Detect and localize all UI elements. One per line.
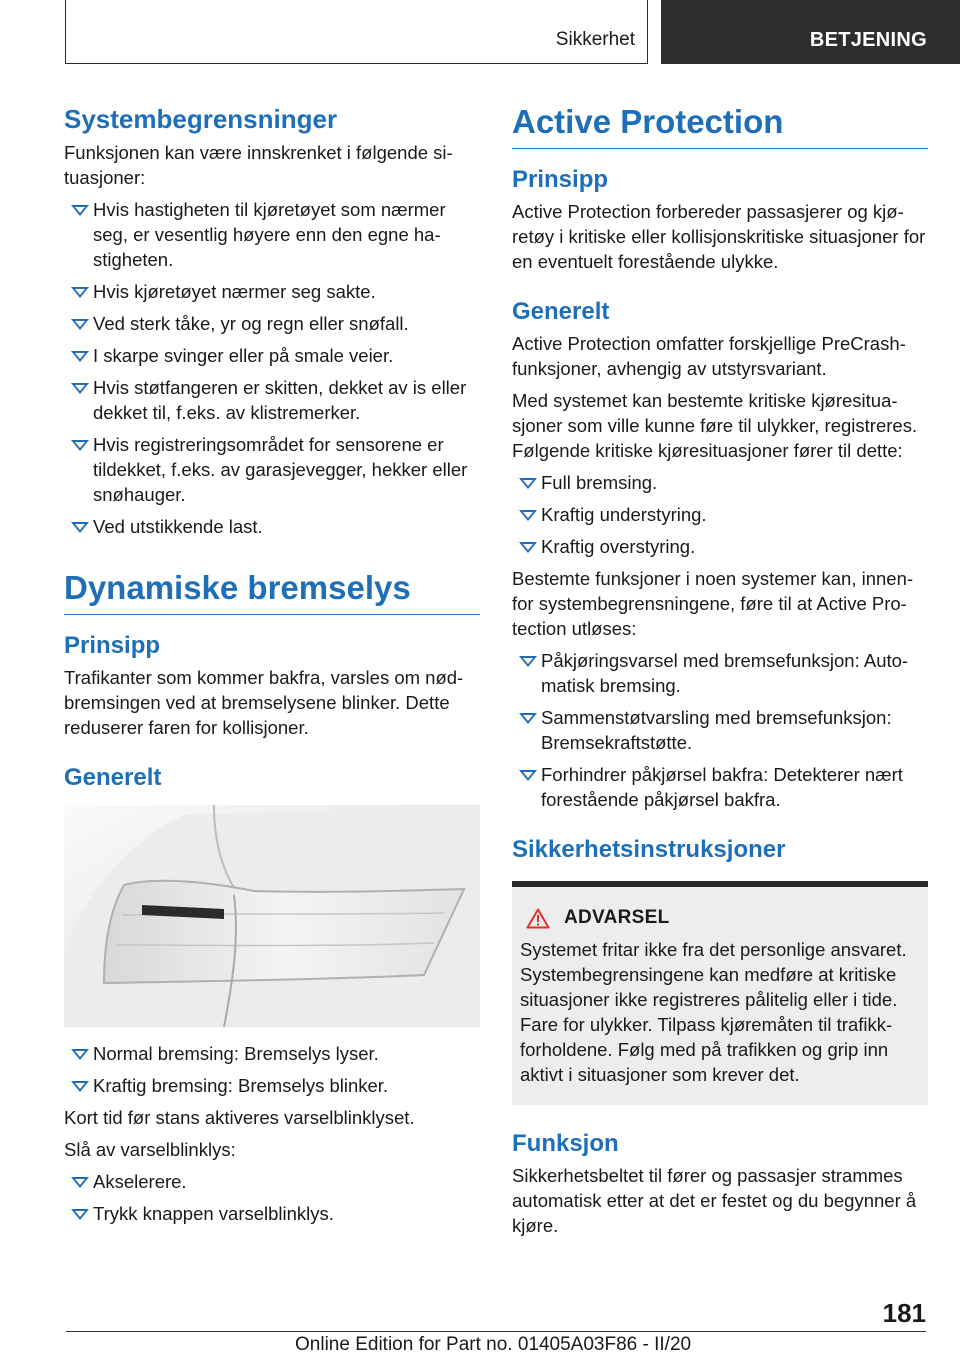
bullet-triangle-icon — [71, 1177, 89, 1188]
bullet-triangle-icon — [71, 205, 89, 216]
heading-dynamiske-bremselys: Dynamiske bremselys — [64, 569, 411, 606]
warning-triangle-icon — [526, 908, 550, 929]
header-section-box — [65, 0, 648, 64]
bullet-triangle-icon — [71, 1049, 89, 1060]
list-item: Normal bremsing: Bremselys lyser. — [64, 1041, 480, 1066]
prinsipp-text: Active Protection forbereder passasjerer og kjø‐ retøy i kritiske eller kollisjonskritiske situasjoner for en eventuelt forestående ulykke. — [512, 201, 926, 272]
section-active-protection — [512, 100, 928, 149]
heading-systembegrensninger: Systembegrensninger — [64, 104, 338, 134]
off-list — [64, 1169, 480, 1226]
warning-label: ADVARSEL — [564, 907, 670, 928]
header-section-title: Sikkerhet — [555, 29, 635, 50]
bullet-triangle-icon — [71, 1209, 89, 1220]
brake-light-illustration — [64, 805, 480, 1027]
heading-funksjon: Funksjon — [512, 1130, 619, 1157]
list-item: Sammenstøtvarsling med bremsefunksjon: Bremsekraftstøtte. — [512, 705, 928, 755]
bullet-triangle-icon — [71, 319, 89, 330]
prinsipp-text: Trafikanter som kommer bakfra, varsles om nød‐ bremsingen ved at bremselysene blinker. Dette reduserer faren for kollisjoner. — [64, 667, 464, 738]
list-item: Trykk knappen varselblinklys. — [64, 1201, 480, 1226]
list-item: Akselerere. — [64, 1169, 480, 1194]
list-item: I skarpe svinger eller på smale veier. — [64, 343, 480, 368]
list-item: Ved sterk tåke, yr og regn eller snøfall. — [64, 311, 480, 336]
heading-prinsipp: Prinsipp — [64, 632, 161, 659]
functions-list — [512, 648, 928, 812]
list-item: Kraftig understyring. — [512, 502, 928, 527]
right-column — [512, 100, 928, 1245]
generelt-paragraph-2: Med systemet kan bestemte kritiske kjøresitua‐ sjoner som ville kunne føre til ulykker, registreres. Følgende kritiske kjøresituasjoner fører til dette: — [512, 390, 918, 461]
kort-text: Kort tid før stans aktiveres varselblinklyset. — [64, 1107, 415, 1128]
list-item: Kraftig overstyring. — [512, 534, 928, 559]
page-number: 181 — [882, 1298, 926, 1328]
bullet-triangle-icon — [71, 440, 89, 451]
header-chapter-box — [661, 0, 960, 64]
bullet-triangle-icon — [519, 713, 537, 724]
list-item: Kraftig bremsing: Bremselys blinker. — [64, 1073, 480, 1098]
list-item: Hvis registreringsområdet for sensorene er tildekket, f.eks. av garasjevegger, hekker eller snøhauger. — [64, 432, 480, 507]
bullet-triangle-icon — [71, 287, 89, 298]
bullet-triangle-icon — [71, 1081, 89, 1092]
slaa-text: Slå av varselblinklys: — [64, 1139, 236, 1160]
footer-divider — [66, 1331, 926, 1332]
list-item: Forhindrer påkjørsel bakfra: Detekterer nært forestående påkjørsel bakfra. — [512, 762, 928, 812]
header-chapter-title: BETJENING — [809, 29, 927, 51]
bullet-triangle-icon — [71, 383, 89, 394]
list-item: Hvis støtfangeren er skitten, dekket av is eller dekket til, f.eks. av klistremerker. — [64, 375, 480, 425]
warning-header — [520, 907, 920, 929]
bullet-triangle-icon — [519, 510, 537, 521]
left-column — [64, 100, 480, 1233]
list-item: Hvis kjøretøyet nærmer seg sakte. — [64, 279, 480, 304]
bullet-triangle-icon — [519, 478, 537, 489]
brake-list — [64, 1041, 480, 1098]
sys-intro: Funksjonen kan være innskrenket i følgende si‐ tuasjoner: — [64, 142, 453, 188]
section-dynamiske-bremselys — [64, 566, 480, 615]
heading-generelt: Generelt — [64, 764, 162, 791]
bullet-triangle-icon — [71, 351, 89, 362]
heading-prinsipp: Prinsipp — [512, 166, 609, 193]
heading-generelt: Generelt — [512, 298, 610, 325]
generelt-paragraph-3: Bestemte funksjoner i noen systemer kan, innen‐ for systembegrensningene, føre til at Active Pro‐ tection utløses: — [512, 568, 914, 639]
warning-text: Systemet fritar ikke fra det personlige ansvaret. Systembegrensingene kan medføre at kritiske situasjoner ikke registreres pålitelig eller i tide. Fare for ulykker. Tilpass kjøremåten til trafikk‐ forholdene. Følg med på trafikken og grip inn aktivt i situasjoner som krever det. — [520, 939, 907, 1085]
footer-edition: Online Edition for Part no. 01405A03F86 - II/20 — [295, 1334, 692, 1355]
bullet-triangle-icon — [71, 522, 89, 533]
bullet-triangle-icon — [519, 542, 537, 553]
sys-limitations-list — [64, 197, 480, 539]
generelt-paragraph-1: Active Protection omfatter forskjellige PreCrash- funksjoner, avhengig av utstyrsvariant. — [512, 333, 906, 379]
bullet-triangle-icon — [519, 656, 537, 667]
list-item: Full bremsing. — [512, 470, 928, 495]
critical-situations-list — [512, 470, 928, 559]
heading-sikkerhetsinstruksjoner: Sikkerhetsinstruksjoner — [512, 836, 786, 863]
list-item: Ved utstikkende last. — [64, 514, 480, 539]
funksjon-text: Sikkerhetsbeltet til fører og passasjer strammes automatisk etter at det er festet og du begynner å kjøre. — [512, 1165, 917, 1236]
bullet-triangle-icon — [519, 770, 537, 781]
heading-active-protection: Active Protection — [512, 103, 784, 140]
list-item: Hvis hastigheten til kjøretøyet som nærmer seg, er vesentlig høyere enn den egne ha‐ stigheten. — [64, 197, 480, 272]
warning-box — [512, 881, 928, 1105]
list-item: Påkjøringsvarsel med bremsefunksjon: Auto‐ matisk bremsing. — [512, 648, 928, 698]
